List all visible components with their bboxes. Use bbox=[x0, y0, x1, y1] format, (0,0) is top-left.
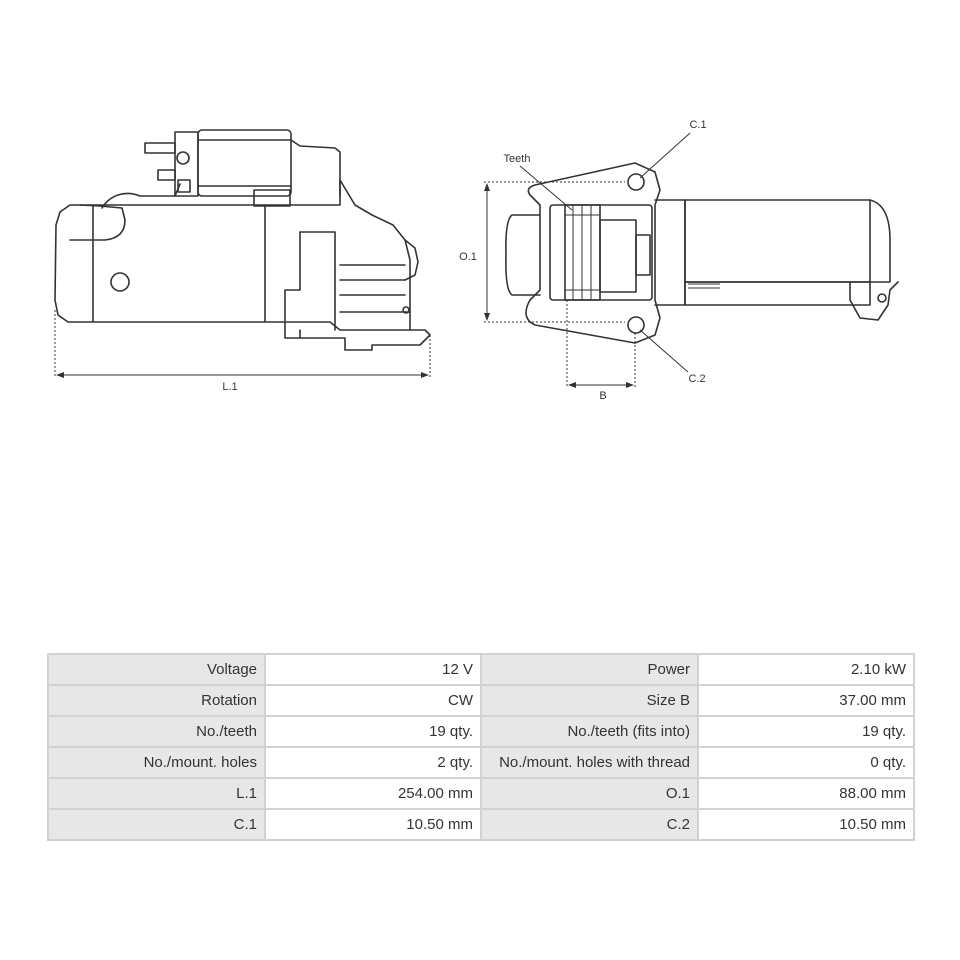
dimension-label-l1: L.1 bbox=[222, 381, 238, 393]
side-view bbox=[55, 130, 430, 393]
spec-value: 0 qty. bbox=[698, 747, 914, 778]
dimension-label-o1: O.1 bbox=[459, 251, 477, 263]
spec-value: 19 qty. bbox=[265, 716, 481, 747]
spec-label: C.2 bbox=[481, 809, 698, 840]
table-row bbox=[48, 654, 914, 685]
table-row bbox=[48, 747, 914, 778]
table-row bbox=[48, 685, 914, 716]
table-row bbox=[48, 809, 914, 840]
spec-label: No./teeth (fits into) bbox=[481, 716, 698, 747]
spec-value: 88.00 mm bbox=[698, 778, 914, 809]
spec-label: No./mount. holes bbox=[48, 747, 265, 778]
dimension-label-c2: C.2 bbox=[688, 373, 706, 385]
dimension-label-b: B bbox=[599, 390, 607, 402]
spec-label: Size B bbox=[481, 685, 698, 716]
spec-label: No./mount. holes with thread bbox=[481, 747, 698, 778]
table-row bbox=[48, 778, 914, 809]
spec-label: O.1 bbox=[481, 778, 698, 809]
spec-value: 19 qty. bbox=[698, 716, 914, 747]
spec-value: 12 V bbox=[265, 654, 481, 685]
spec-value: 37.00 mm bbox=[698, 685, 914, 716]
spec-value: CW bbox=[265, 685, 481, 716]
spec-label: Rotation bbox=[48, 685, 265, 716]
specifications-table bbox=[47, 653, 915, 841]
spec-value: 2 qty. bbox=[265, 747, 481, 778]
spec-label: Power bbox=[481, 654, 698, 685]
spec-label: L.1 bbox=[48, 778, 265, 809]
spec-label: No./teeth bbox=[48, 716, 265, 747]
spec-label: C.1 bbox=[48, 809, 265, 840]
spec-value: 10.50 mm bbox=[698, 809, 914, 840]
starter-motor-drawing bbox=[0, 0, 960, 440]
spec-value: 10.50 mm bbox=[265, 809, 481, 840]
spec-value: 254.00 mm bbox=[265, 778, 481, 809]
spec-label: Voltage bbox=[48, 654, 265, 685]
spec-value: 2.10 kW bbox=[698, 654, 914, 685]
front-view bbox=[459, 119, 898, 402]
label-teeth: Teeth bbox=[503, 153, 531, 165]
table-row bbox=[48, 716, 914, 747]
dimension-label-c1: C.1 bbox=[689, 119, 707, 131]
